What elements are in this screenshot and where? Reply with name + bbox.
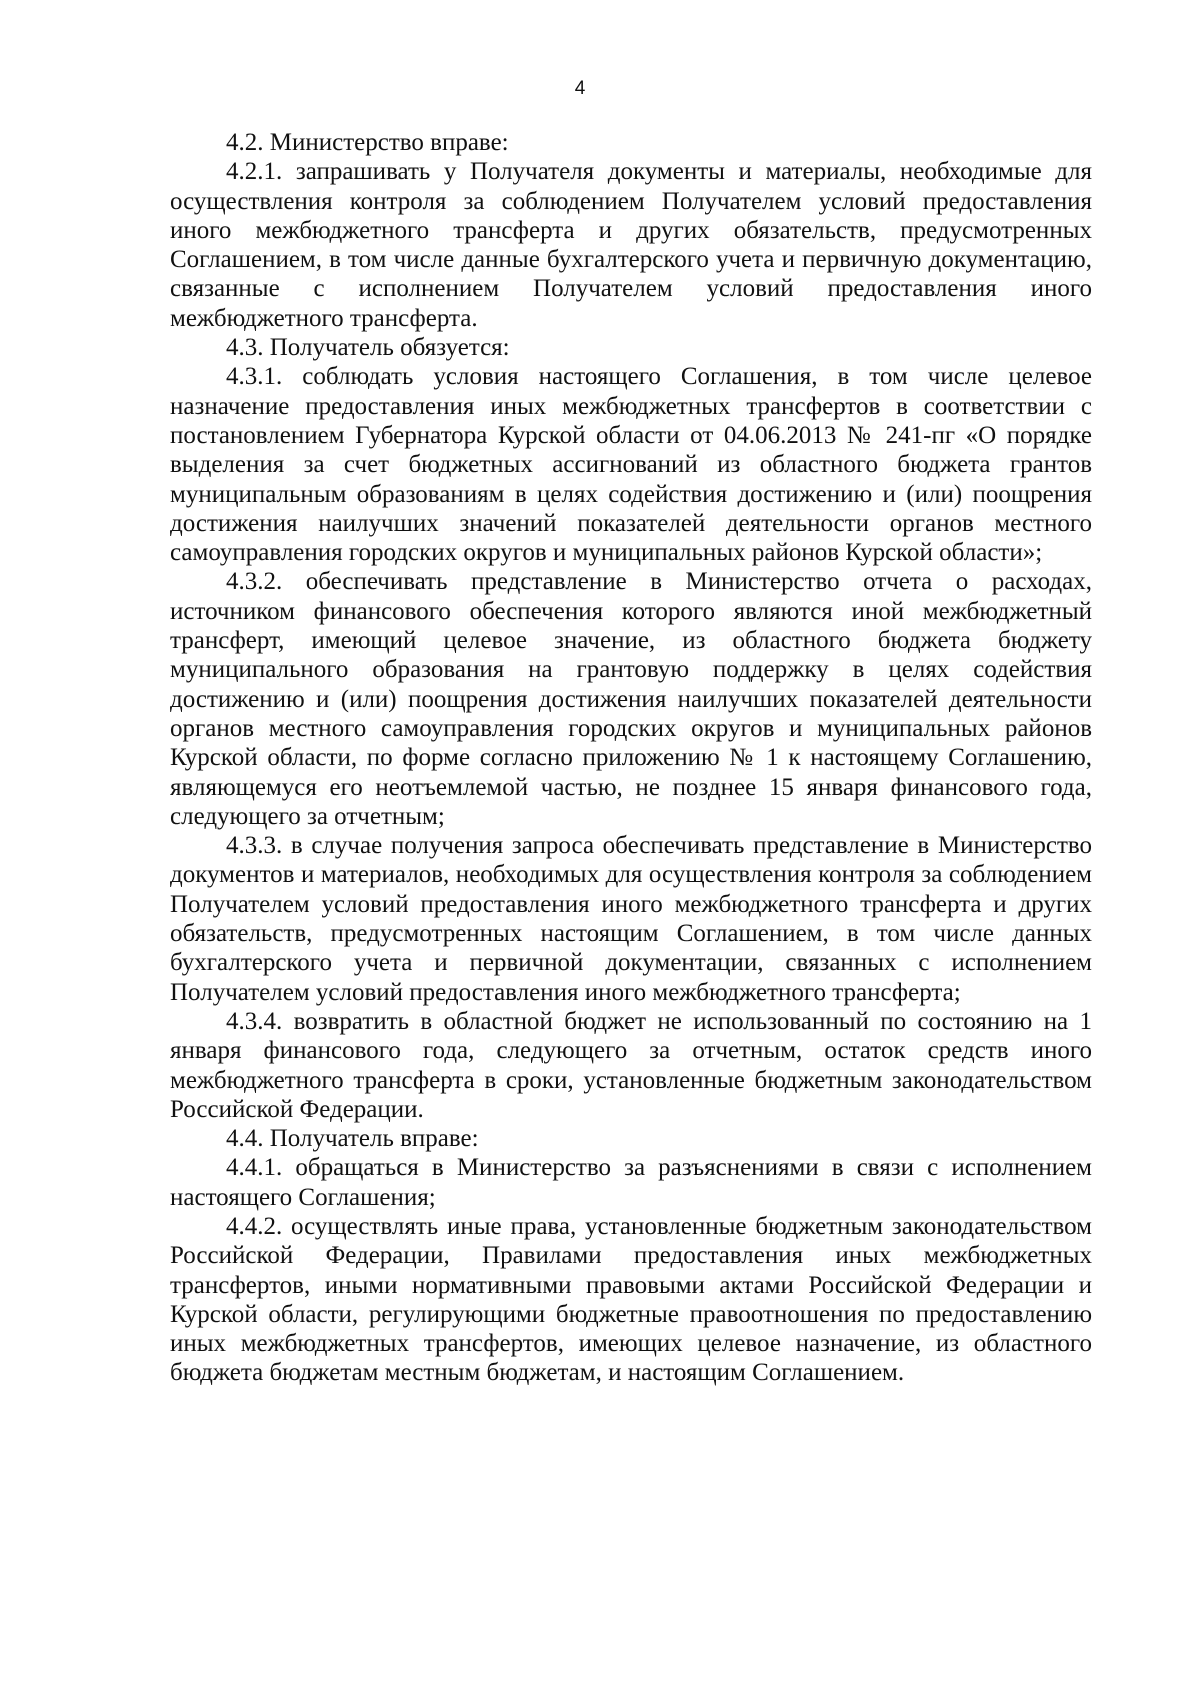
clause-4-4-2: 4.4.2. осуществлять иные права, установленные бюджетным законодательством Российской Федерации, Правилами предоставления иных межбюджетных трансфертов, иными нормативными правовыми актами Российской Федерации и Курской области, регулирующими бюджетные правоотношения по предоставлению иных межбюджетных трансфертов, имеющих целевое назначение, из областного бюджета бюджетам местным бюджетам, и настоящим Соглашением. bbox=[170, 1212, 1092, 1387]
clause-4-3-2: 4.3.2. обеспечивать представление в Министерство отчета о расходах, источником финансового обеспечения которого являются иной межбюджетный трансферт, имеющий целевое значение, из областного бюджета бюджету муниципального образования на грантовую поддержку в целях содействия достижению и (или) поощрения достижения наилучших показателей деятельности органов местного самоуправления городских округов и муниципальных районов Курской области, по форме согласно приложению № 1 к настоящему Соглашению, являющемуся его неотъемлемой частью, не позднее 15 января финансового года, следующего за отчетным; bbox=[170, 568, 1092, 830]
clause-4-4-1: 4.4.1. обращаться в Министерство за разъяснениями в связи с исполнением настоящего Соглашения; bbox=[170, 1154, 1092, 1211]
clause-4-3-4: 4.3.4. возвратить в областной бюджет не использованный по состоянию на 1 января финансового года, следующего за отчетным, остаток средств иного межбюджетного трансферта в сроки, установленные бюджетным законодательством Российской Федерации. bbox=[170, 1007, 1092, 1123]
page-number: 4 bbox=[574, 78, 586, 99]
clause-4-3-3: 4.3.3. в случае получения запроса обеспечивать представление в Министерство документов и материалов, необходимых для осуществления контроля за соблюдением Получателем условий предоставления иного межбюджетного трансферта и других обязательств, предусмотренных настоящим Соглашением, в том числе данных бухгалтерского учета и первичной документации, связанных с исполнением Получателем условий предоставления иного межбюджетного трансферта; bbox=[170, 832, 1092, 1006]
clause-4-3: 4.3. Получатель обязуется: bbox=[226, 334, 510, 362]
clause-4-2: 4.2. Министерство вправе: bbox=[226, 129, 509, 156]
clause-4-4: 4.4. Получатель вправе: bbox=[226, 1125, 479, 1153]
clause-4-2-1: 4.2.1. запрашивать у Получателя документы и материалы, необходимые для осуществления контроля за соблюдением Получателем условий предоставления иного межбюджетного трансферта и других обязательств, предусмотренных Соглашением, в том числе данные бухгалтерского учета и первичную документацию, связанные с исполнением Получателем условий предоставления иного межбюджетного трансферта. bbox=[170, 158, 1092, 332]
document-body bbox=[170, 128, 1092, 1388]
clause-4-3-1: 4.3.1. соблюдать условия настоящего Соглашения, в том числе целевое назначение предоставления иных межбюджетных трансфертов в соответствии с постановлением Губернатора Курской области от 04.06.2013 № 241-пг «О порядке выделения за счет бюджетных ассигнований из областного бюджета грантов муниципальным образованиям в целях содействия достижению и (или) поощрения достижения наилучших значений показателей деятельности органов местного самоуправления городских округов и муниципальных районов Курской области»; bbox=[170, 363, 1092, 567]
